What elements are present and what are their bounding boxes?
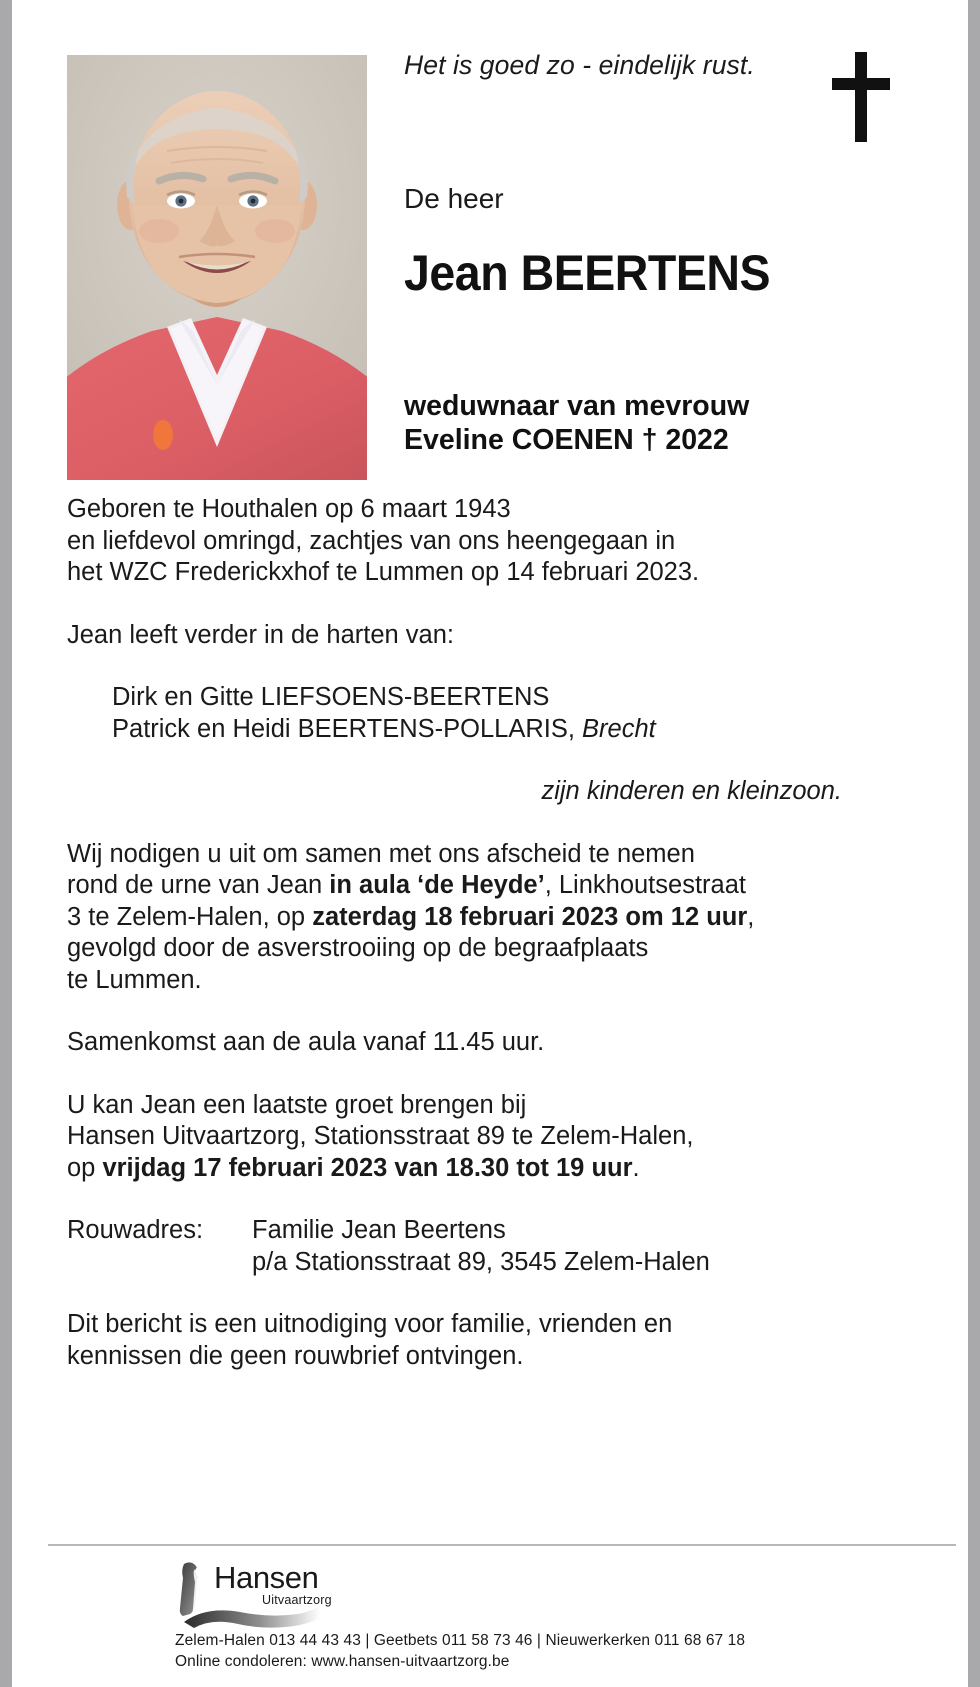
visitation-line-2: Hansen Uitvaartzorg, Stationsstraat 89 te Zelem-Halen, <box>67 1122 694 1150</box>
footer-contact <box>175 1630 745 1672</box>
venue-name: in aula ‘de Heyde’ <box>329 871 545 899</box>
survivor-2-city: Brecht <box>582 714 656 743</box>
visitation-line-1: U kan Jean een laatste groet brengen bij <box>67 1090 527 1119</box>
memorial-quote: Het is goed zo - eindelijk rust. <box>404 50 755 80</box>
page-left-border <box>0 0 12 1687</box>
invitation-l2-b: , Linkhoutsestraat <box>544 871 746 899</box>
closing-line-2: kennissen die geen rouwbrief ontvingen. <box>67 1341 524 1370</box>
gathering-time: Samenkomst aan de aula vanaf 11.45 uur. <box>67 1028 545 1056</box>
invitation-l3-a: 3 te Zelem-Halen, op <box>67 902 313 931</box>
widower-line-1: weduwnaar van mevrouw <box>404 390 750 422</box>
invitation-line-2 <box>67 870 897 902</box>
mourning-address-label: Rouwadres: <box>67 1216 204 1244</box>
footer-website-line: Online condoleren: www.hansen-uitvaartzorg.be <box>175 1653 510 1670</box>
survivors-caption: zijn kinderen en kleinzoon. <box>541 777 842 805</box>
notice-body <box>67 494 897 1372</box>
notice-card <box>12 0 968 1687</box>
invitation-l3-b: , <box>747 902 755 931</box>
survivor-item <box>67 714 897 746</box>
visitation-l3-b: . <box>632 1153 640 1182</box>
hansen-logo <box>174 1556 374 1628</box>
page-right-border <box>968 0 980 1687</box>
mourning-address-row <box>67 1215 897 1278</box>
visitation-line-3 <box>67 1153 897 1185</box>
visitation-l3-a: op <box>67 1153 103 1182</box>
survivor-item <box>67 682 897 714</box>
survivor-1-name: Dirk en Gitte LIEFSOENS-BEERTENS <box>112 683 550 711</box>
invitation-line-4: gevolgd door de asverstrooiing op de begraafplaats <box>67 934 649 962</box>
widower-line-2: Eveline COENEN † 2022 <box>404 424 729 456</box>
mourning-address-line-1: Familie Jean Beertens <box>252 1216 506 1244</box>
svg-text:Hansen: Hansen <box>214 1560 319 1595</box>
footer-divider <box>48 1544 956 1546</box>
visitation-datetime: vrijdag 17 februari 2023 van 18.30 tot 19 uur <box>102 1153 633 1182</box>
portrait-photo <box>67 55 367 480</box>
footer-phone-line: Zelem-Halen 013 44 43 43 | Geetbets 011 58 73 46 | Nieuwerkerken 011 68 67 18 <box>175 1632 746 1649</box>
invitation-l2-a: rond de urne van Jean <box>67 871 330 899</box>
birth-line-1: Geboren te Houthalen op 6 maart 1943 <box>67 495 511 523</box>
survivors-intro: Jean leeft verder in de harten van: <box>67 620 454 649</box>
ceremony-datetime: zaterdag 18 februari 2023 om 12 uur <box>312 902 748 931</box>
invitation-line-5: te Lummen. <box>67 965 202 994</box>
birth-line-3: het WZC Frederickxhof te Lummen op 14 februari 2023. <box>67 558 700 586</box>
salutation: De heer <box>404 183 504 214</box>
latin-cross-icon <box>832 52 890 142</box>
widower-statement <box>404 389 749 457</box>
birth-line-2: en liefdevol omringd, zachtjes van ons heengegaan in <box>67 526 676 555</box>
deceased-name: Jean BEERTENS <box>404 245 771 301</box>
invitation-line-1: Wij nodigen u uit om samen met ons afscheid te nemen <box>67 839 695 868</box>
invitation-line-3 <box>67 902 897 934</box>
mourning-address-line-2: p/a Stationsstraat 89, 3545 Zelem-Halen <box>252 1247 710 1276</box>
survivor-2-name: Patrick en Heidi BEERTENS-POLLARIS, <box>112 714 583 743</box>
svg-text:Uitvaartzorg: Uitvaartzorg <box>262 1593 332 1607</box>
closing-line-1: Dit bericht is een uitnodiging voor familie, vrienden en <box>67 1310 673 1338</box>
mourning-address-value <box>252 1215 897 1278</box>
